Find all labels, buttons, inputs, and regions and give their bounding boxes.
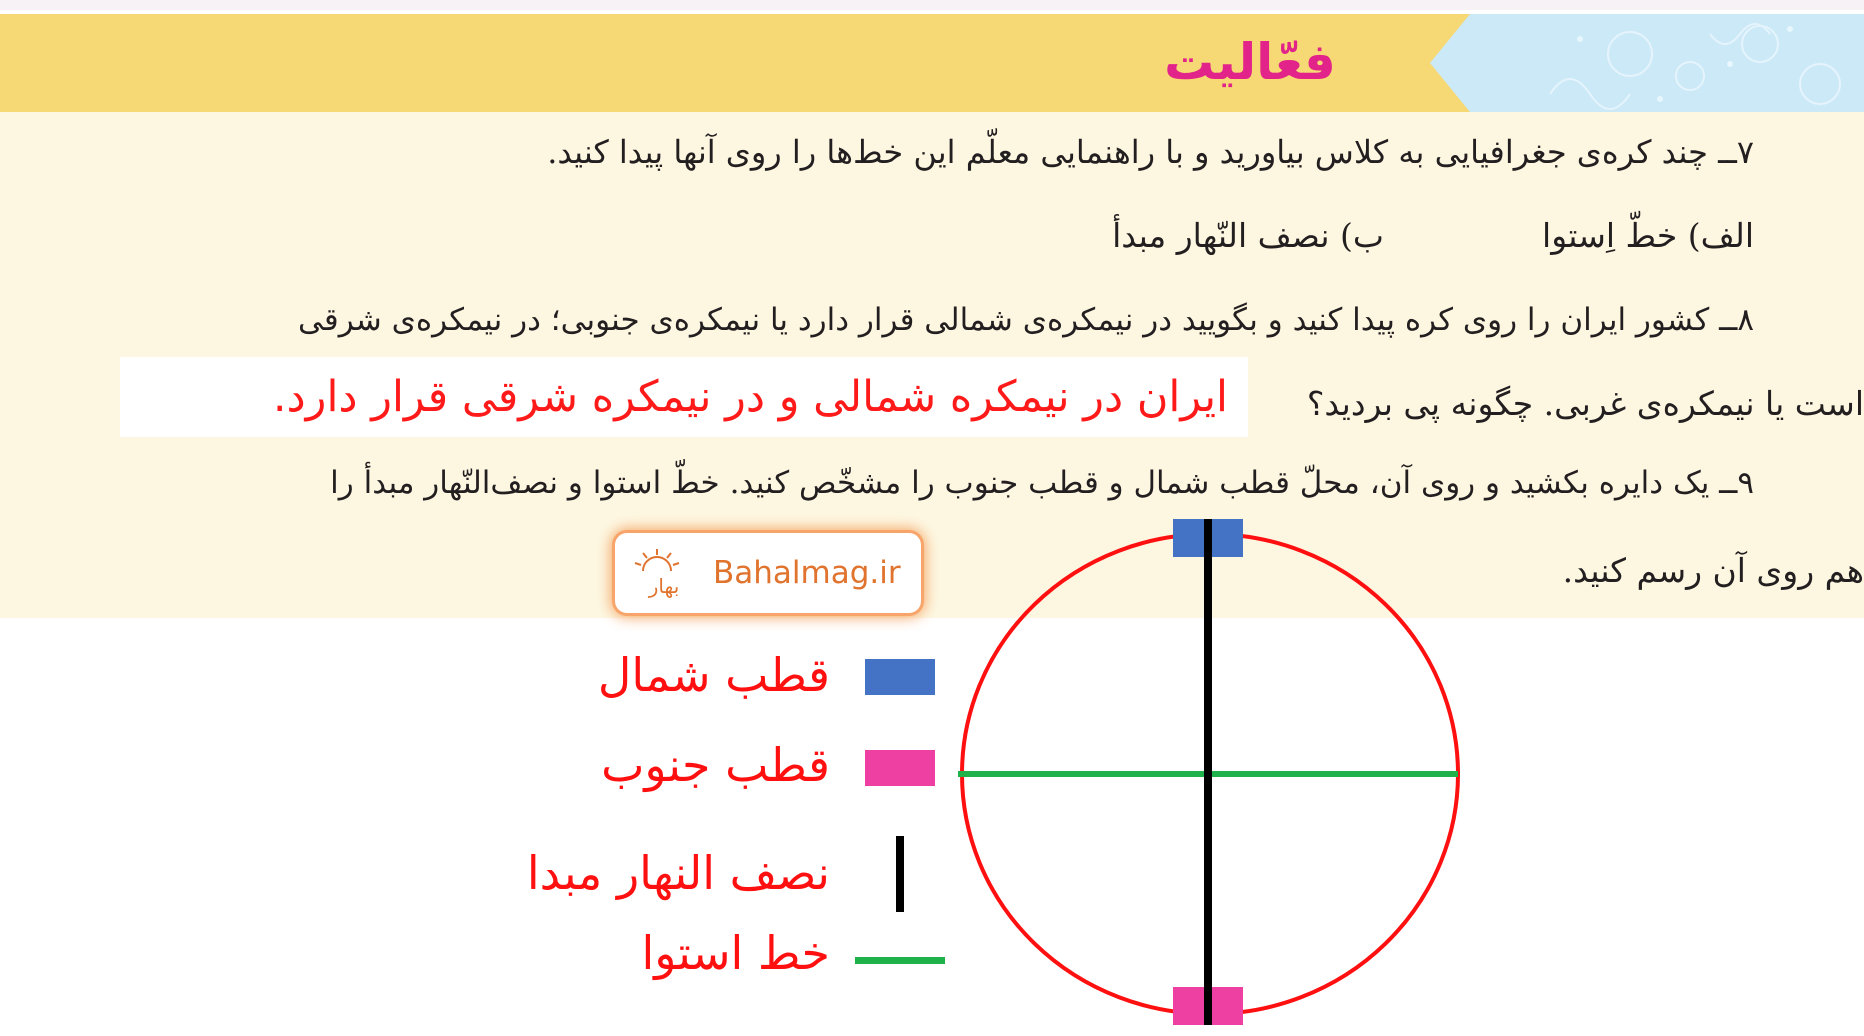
globe-diagram xyxy=(940,515,1480,1036)
top-border-line xyxy=(0,0,1864,10)
legend-north-pole-swatch xyxy=(865,659,935,695)
question-7-text: ۷ــ چند کره‌ی جغرافیایی به کلاس بیاورید و با راهنمایی معلّم این خط‌ها را روی آنها پیدا کنید. xyxy=(547,133,1754,171)
question-8-text-line1: ۸ــ کشور ایران را روی کره پیدا کنید و بگویید در نیمکره‌ی شمالی قرار دارد یا نیمکره‌ی جنوبی؛ در نیمکره‌ی شرقی xyxy=(298,302,1754,338)
activity-title: فعّالیت xyxy=(1164,33,1336,91)
legend-prime-meridian-label: نصف النهار مبدا xyxy=(526,846,830,900)
question-9-text-line2: هم روی آن رسم کنید. xyxy=(1562,551,1864,590)
legend-south-pole-label: قطب جنوب xyxy=(601,738,830,792)
legend-equator-swatch xyxy=(855,957,945,964)
svg-text:بهار: بهار xyxy=(648,574,680,598)
header-decoration xyxy=(1430,14,1864,112)
legend-south-pole-swatch xyxy=(865,750,935,786)
legend-north-pole-label: قطب شمال xyxy=(597,648,830,702)
question-9-text-line1: ۹ــ یک دایره بکشید و روی آن، محلّ قطب شمال و قطب جنوب را مشخّص کنید. خطّ استوا و نصف‌النّهار مبدأ را xyxy=(330,465,1754,501)
question-8-text-line2: است یا نیمکره‌ی غربی. چگونه پی بردید؟ xyxy=(1306,384,1864,423)
sun-logo-icon xyxy=(623,541,705,605)
question-7-option-b: ب) نصف النّهار مبدأ xyxy=(1112,216,1384,255)
watermark-text: Bahalmag.ir xyxy=(713,555,901,591)
legend-prime-meridian-swatch xyxy=(896,836,904,912)
legend-equator-label: خط استوا xyxy=(641,926,830,980)
question-7-option-a: الف) خطّ اِستوا xyxy=(1542,216,1754,255)
answer-text: ایران در نیمکره شمالی و در نیمکره شرقی قرار دارد. xyxy=(272,372,1228,422)
bahalmag-watermark xyxy=(615,533,921,613)
